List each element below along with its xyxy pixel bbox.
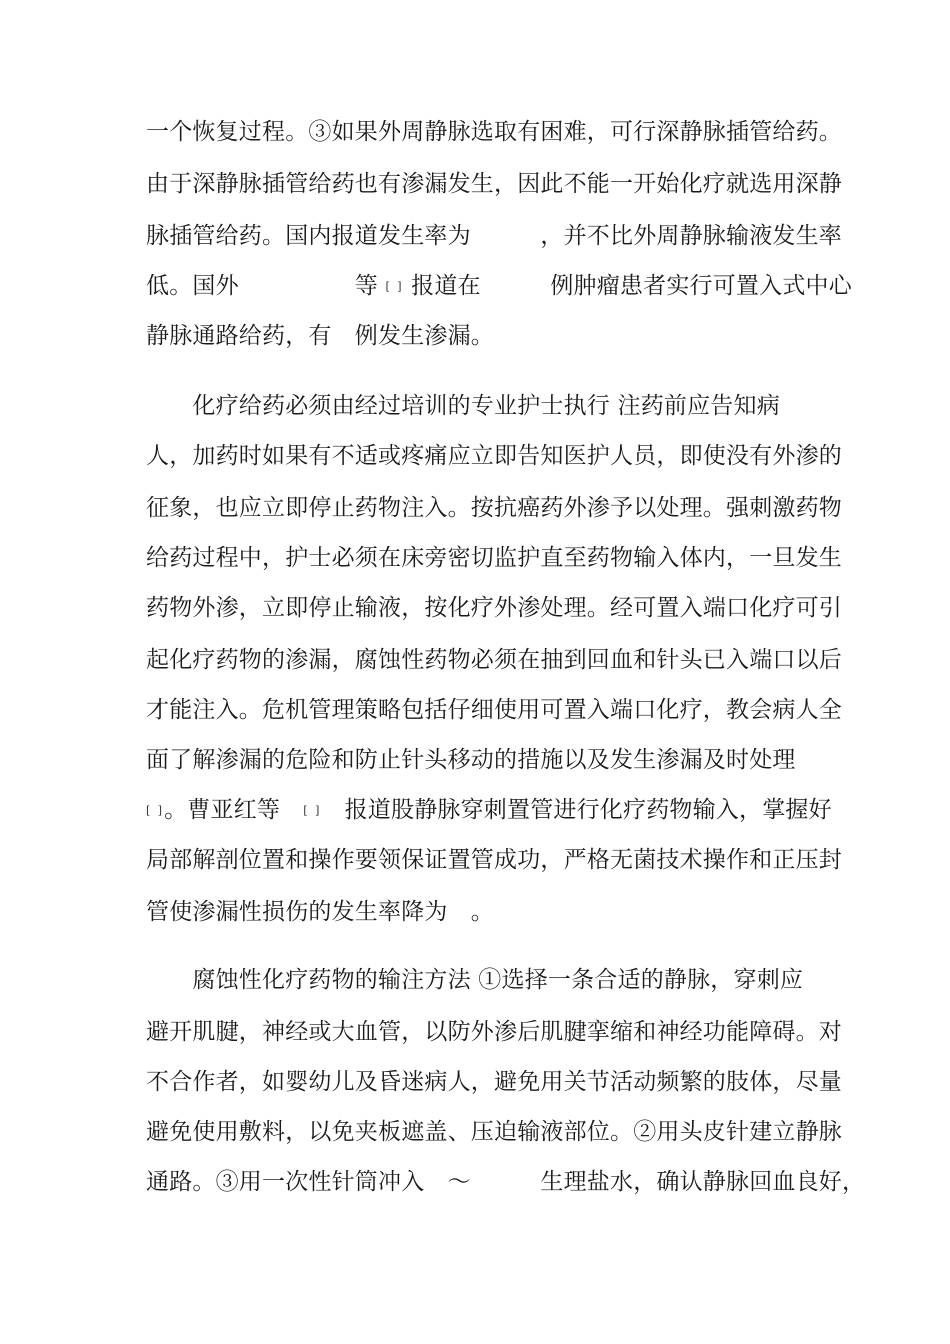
text-line bbox=[146, 796, 832, 825]
text-line bbox=[146, 272, 852, 301]
text-segment: 避免使用敷料，以免夹板遮盖、压迫输液部位。②用头皮针建立静脉 bbox=[146, 1119, 842, 1145]
text-line bbox=[146, 846, 842, 874]
text-line bbox=[146, 118, 842, 146]
text-segment: 药物外渗，立即停止输液，按化疗外渗处理。经可置入端口化疗可引 bbox=[146, 595, 842, 621]
text-segment: 静脉通路给药，有 例发生渗漏。 bbox=[146, 323, 494, 349]
text-segment: 由于深静脉插管给药也有渗漏发生，因此不能一开始化疗就选用深静 bbox=[146, 171, 842, 197]
text-segment: 局部解剖位置和操作要领保证置管成功，严格无菌技术操作和正压封 bbox=[146, 847, 842, 873]
text-segment: 避开肌腱，神经或大血管，以防外渗后肌腱挛缩和神经功能障碍。对 bbox=[146, 1019, 842, 1045]
text-segment: 一个恢复过程。③如果外周静脉选取有困难，可行深静脉插管给药。 bbox=[146, 119, 842, 145]
text-line bbox=[146, 646, 842, 674]
text-segment: 起化疗药物的渗漏，腐蚀性药物必须在抽到回血和针头已入端口以后 bbox=[146, 647, 842, 673]
text-line bbox=[146, 322, 494, 350]
text-segment: 化疗给药必须由经过培训的专业护士执行 注药前应告知病 bbox=[146, 393, 780, 419]
text-line bbox=[146, 494, 842, 522]
text-segment: 脉插管给药。国内报道发生率为 ，并不比外周静脉输液发生率 bbox=[146, 223, 842, 249]
text-line bbox=[146, 746, 796, 774]
text-segment: 给药过程中，护士必须在床旁密切监护直至药物输入体内，一旦发生 bbox=[146, 545, 842, 571]
text-line bbox=[146, 1018, 842, 1046]
text-segment: 才能注入。危机管理策略包括仔细使用可置入端口化疗，教会病人全 bbox=[146, 697, 842, 723]
text-line bbox=[146, 594, 842, 622]
text-segment: 腐蚀性化疗药物的输注方法 ①选择一条合适的静脉，穿刺应 bbox=[146, 967, 804, 993]
text-segment: 低。国外 等 bbox=[146, 273, 386, 299]
citation-bracket: [ ] bbox=[146, 804, 165, 817]
text-line bbox=[146, 170, 842, 198]
text-line bbox=[146, 898, 494, 926]
text-line bbox=[146, 1168, 865, 1196]
text-line bbox=[146, 696, 842, 724]
text-segment: 不合作者，如婴幼儿及昏迷病人，避免用关节活动频繁的肢体，尽量 bbox=[146, 1069, 842, 1095]
text-line bbox=[146, 544, 842, 572]
text-segment: 报道股静脉穿刺置管进行化疗药物输入，掌握好 bbox=[321, 797, 832, 823]
text-segment: 征象，也应立即停止药物注入。按抗癌药外渗予以处理。强刺激药物 bbox=[146, 495, 842, 521]
text-line bbox=[146, 442, 842, 470]
text-segment: 通路。③用一次性针筒冲入 ～ 生理盐水，确认静脉回血良好， bbox=[146, 1169, 866, 1195]
text-line bbox=[146, 1068, 842, 1096]
text-segment: 管使渗漏性损伤的发生率降为 。 bbox=[146, 899, 494, 925]
text-segment: 面了解渗漏的危险和防止针头移动的措施以及发生渗漏及时处理 bbox=[146, 747, 796, 773]
citation-bracket: [ ] bbox=[385, 280, 404, 293]
text-line bbox=[146, 966, 803, 994]
text-line bbox=[146, 392, 780, 420]
text-segment: 。曹亚红等 bbox=[164, 797, 304, 823]
citation-bracket: [ ] bbox=[303, 804, 322, 817]
text-segment: 报道在 例肿瘤患者实行可置入式中心 bbox=[403, 273, 852, 299]
text-line bbox=[146, 222, 842, 250]
text-line bbox=[146, 1118, 842, 1146]
text-segment: 人，加药时如果有不适或疼痛应立即告知医护人员，即使没有外渗的 bbox=[146, 443, 842, 469]
